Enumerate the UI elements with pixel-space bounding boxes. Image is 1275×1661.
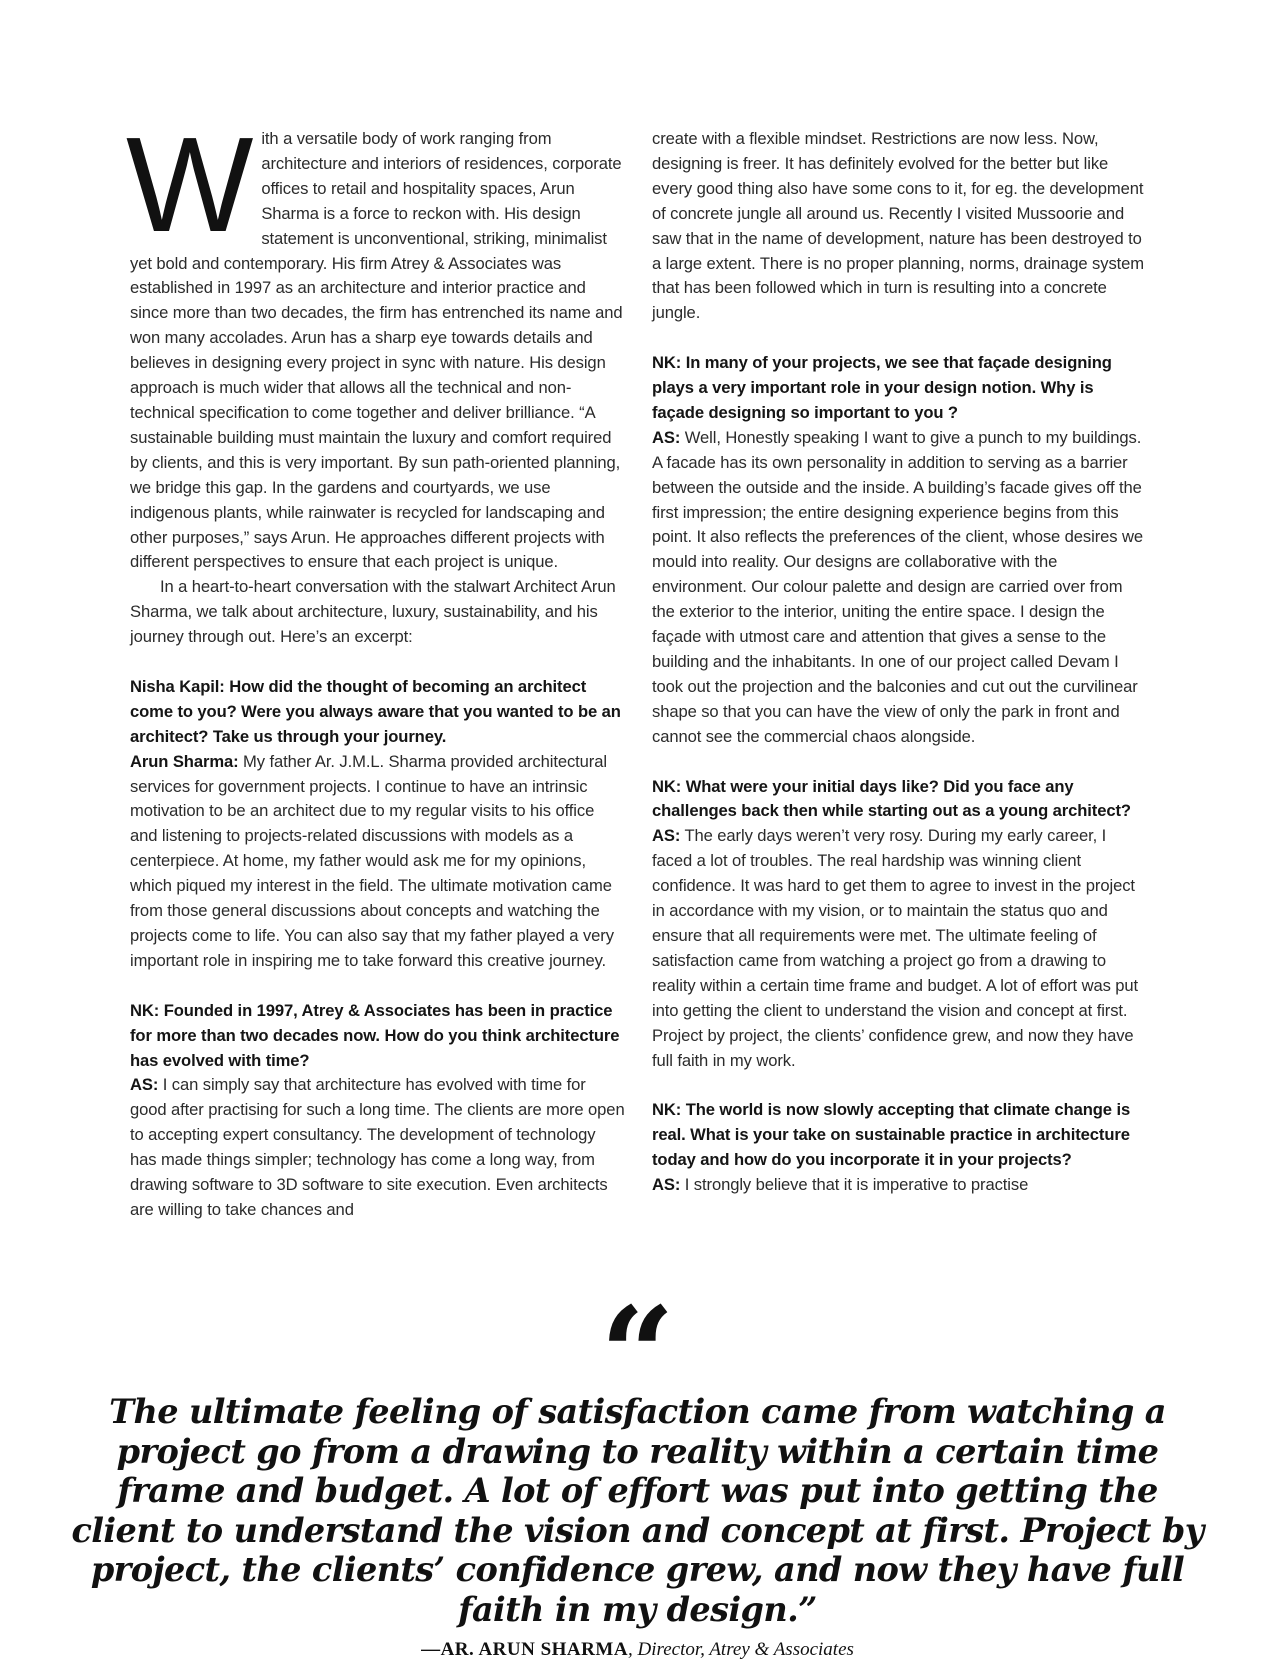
answer-5: I strongly believe that it is imperative to practise bbox=[680, 1175, 1029, 1195]
qa-block-4 bbox=[652, 775, 1147, 1074]
right-column bbox=[652, 127, 1147, 1198]
intro-paragraph-2: In a heart-to-heart conversation with the stalwart Architect Arun Sharma, we talk about architecture, luxury, sustainability, and his journey through out. Here’s an excerpt: bbox=[130, 577, 616, 647]
question-1: Nisha Kapil: How did the thought of becoming an architect come to you? Were you always aware that you wanted to be an architect? Take us through your journey. bbox=[130, 676, 621, 746]
question-3: NK: In many of your projects, we see that façade designing plays a very important role in your design notion. Why is façade designing so important to you ? bbox=[652, 353, 1112, 422]
question-2: NK: Founded in 1997, Atrey & Associates has been in practice for more than two decades now. How do you think architecture has evolved with time? bbox=[130, 1000, 620, 1070]
qa-block-3 bbox=[652, 351, 1147, 750]
intro-paragraph bbox=[126, 109, 625, 575]
question-5: NK: The world is now slowly accepting that climate change is real. What is your take on sustainable practice in architecture today and how do you incorporate it in your projects? bbox=[652, 1100, 1131, 1170]
speaker-label: AS: bbox=[652, 826, 681, 846]
answer-2: I can simply say that architecture has evolved with time for good after practising for such a long time. The clients are more open to accepting expert consultancy. The development of technology has made things simpler; technology has come a long way, from drawing software to 3D software to site execution. Even architects are willing to take chances and bbox=[130, 1075, 625, 1219]
attribution-name: —AR. ARUN SHARMA bbox=[421, 1639, 629, 1660]
qa-block-2 bbox=[130, 999, 625, 1223]
pull-quote-section bbox=[40, 1278, 1235, 1661]
answer-1: My father Ar. J.M.L. Sharma provided architectural services for government projects. I continue to have an intrinsic motivation to be an architect due to my regular visits to his office and listening to projects-related discussions with models as a centerpiece. At home, my father would ask me for my opinions, which piqued my interest in the field. The ultimate motivation came from those general discussions about concepts and watching the projects come to life. You can also say that my father played a very important role in inspiring me to take forward this creative journey. bbox=[130, 751, 614, 970]
answer-4: The early days weren’t very rosy. During my early career, I faced a lot of troubles. The real hardship was winning client confidence. It was hard to get them to agree to invest in the project in accordance with my vision, or to maintain the status quo and ensure that all requirements were met. The ultimate feeling of satisfaction came from watching a project go from a drawing to reality within a certain time frame and budget. A lot of effort was put into getting the client to understand the vision and concept at first. Project by project, the clients’ confidence grew, and now they have full faith in my work. bbox=[652, 826, 1139, 1070]
intro-text: ith a versatile body of work ranging from architecture and interiors of residences, corporate offices to retail and hospitality spaces, Arun Sharma is a force to reckon with. His design statement is unconventional, striking, minimalist yet bold and contemporary. His firm Atrey & Associates was established in 1997 as an architecture and interior practice and since more than two decades, the firm has entrenched its name and won many accolades. Arun has a sharp eye towards details and believes in designing every project in sync with nature. His design approach is much wider that allows all the technical and non-technical specification to come together and deliver brilliance. “A sustainable building must maintain the luxury and comfort required by clients, and this is very important. By sun path-oriented planning, we bridge this gap. In the gardens and courtyards, we use indigenous plants, while rainwater is recycled for landscaping and other purposes,” says Arun. He approaches different projects with different perspectives to ensure that each project is unique. bbox=[130, 129, 623, 572]
qa-block-1 bbox=[130, 675, 625, 974]
pull-quote-attribution bbox=[40, 1639, 1235, 1661]
speaker-label: AS: bbox=[130, 1075, 159, 1095]
speaker-label: AS: bbox=[652, 427, 681, 447]
speaker-label: AS: bbox=[652, 1175, 681, 1195]
attribution-role: , Director, Atrey & Associates bbox=[628, 1639, 854, 1660]
question-4: NK: What were your initial days like? Did you face any challenges back then while starting out as a young architect? bbox=[652, 776, 1131, 821]
answer-3: Well, Honestly speaking I want to give a punch to my buildings. A facade has its own personality in addition to serving as a barrier between the outside and the inside. A building’s facade gives off the first impression; the entire designing experience begins from this point. It also reflects the preferences of the client, whose desires we mould into reality. Our designs are collaborative with the environment. Our colour palette and design are carried over from the exterior to the interior, uniting the entire space. I design the façade with utmost care and attention that gives a sense to the building and the inhabitants. In one of our project called Devam I took out the projection and the balconies and cut out the curvilinear shape so that you can have the view of only the park in front and cannot see the commercial chaos alongside. bbox=[652, 427, 1143, 746]
answer-2-continued: create with a flexible mindset. Restrictions are now less. Now, designing is freer. It has definitely evolved for the better but like every good thing also have some cons to it, for eg. the development of concrete jungle all around us. Recently I visited Mussoorie and saw that in the name of development, nature has been destroyed to a large extent. There is no proper planning, norms, drainage system that has been followed which in turn is resulting into a concrete jungle. bbox=[652, 129, 1145, 323]
qa-block-5 bbox=[652, 1098, 1147, 1198]
pull-quote-text: The ultimate feeling of satisfaction came from watching a project go from a drawing to reality within a certain time frame and budget. A lot of effort was put into getting the client to understand the vision and concept at first. Project by project, the clients’ confidence grew, and now they have full faith in my design.” bbox=[71, 1392, 1204, 1629]
quotation-mark-icon: “ bbox=[600, 1278, 675, 1431]
left-column bbox=[126, 109, 625, 1223]
drop-cap: W bbox=[126, 109, 254, 260]
speaker-label: Arun Sharma: bbox=[130, 751, 239, 771]
